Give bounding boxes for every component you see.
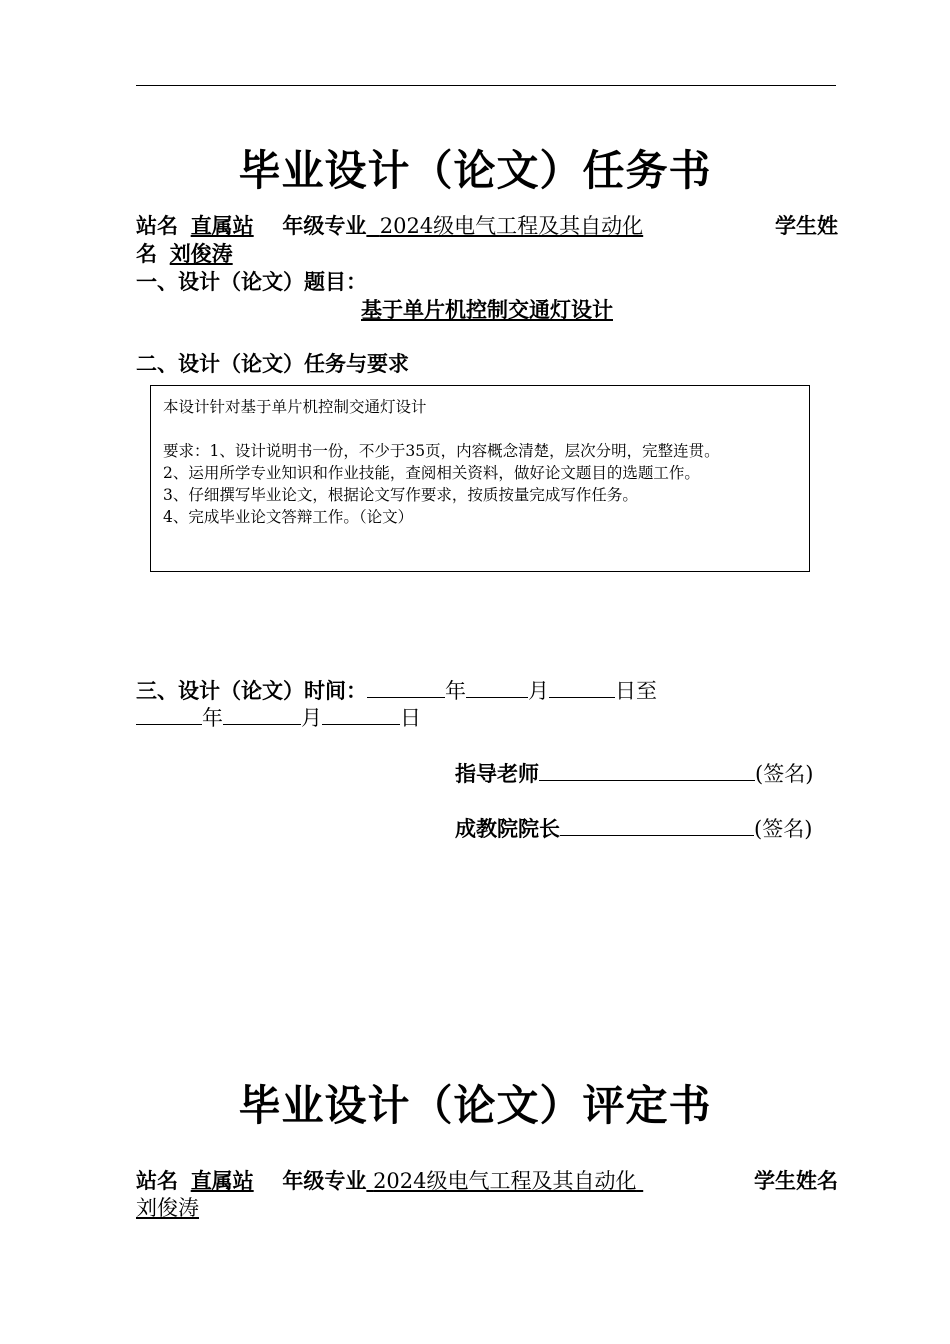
dean-signature-line — [455, 813, 812, 843]
eval-grade-label: 年级专业 — [282, 1168, 367, 1193]
task-book-title: 毕业设计（论文）任务书 — [238, 146, 712, 195]
requirement-line: 4、完成毕业论文答辩工作。（论文） — [163, 508, 414, 526]
dean-label: 成教院院长 — [455, 816, 560, 841]
eval-info-line-2 — [136, 1195, 838, 1222]
requirement-line: 2、运用所学专业知识和作业技能，查阅相关资料，做好论文题目的选题工作。 — [163, 464, 700, 482]
eval-station-value: 直属站 — [190, 1168, 254, 1193]
advisor-label: 指导老师 — [455, 761, 539, 786]
grade-label: 年级专业 — [282, 213, 367, 238]
requirement-gap — [163, 418, 797, 440]
student-value: 刘俊涛 — [169, 241, 233, 266]
time-line-1 — [136, 677, 838, 705]
section1-heading: 一、设计（论文）题目： — [136, 269, 367, 294]
student-label-2: 名 — [136, 241, 157, 266]
topic-title: 基于单片机控制交通灯设计 — [361, 297, 613, 322]
advisor-sign-label: (签名) — [755, 762, 814, 786]
month-blank — [223, 704, 301, 725]
month-label: 月 — [301, 706, 322, 730]
station-label: 站名 — [136, 213, 178, 238]
year-label: 年 — [445, 679, 466, 703]
advisor-signature-line — [455, 758, 813, 788]
task-info-line-2 — [136, 240, 838, 268]
eval-student-label: 学生姓名 — [754, 1168, 838, 1193]
month-label: 月 — [528, 679, 549, 703]
day-label: 日 — [400, 706, 421, 730]
day-to-label: 日至 — [615, 679, 657, 703]
dean-sign-label: (签名) — [754, 817, 813, 841]
day-blank — [549, 677, 615, 698]
year-label: 年 — [202, 706, 223, 730]
section2-heading: 二、设计（论文）任务与要求 — [136, 351, 409, 376]
requirement-line: 要求：1、设计说明书一份，不少于35页，内容概念清楚，层次分明，完整连贯。 — [163, 442, 720, 460]
grade-value: 2024级电气工程及其自动化 — [379, 214, 644, 238]
eval-grade-value: 2024级电气工程及其自动化 — [373, 1169, 637, 1193]
task-info-line-1 — [136, 212, 838, 240]
section3-heading: 三、设计（论文）时间： — [136, 678, 367, 703]
header-rule — [136, 85, 836, 86]
year-blank — [136, 704, 202, 725]
requirement-line: 本设计针对基于单片机控制交通灯设计 — [163, 398, 427, 416]
student-label-1: 学生姓 — [775, 213, 838, 238]
year-blank — [367, 677, 445, 698]
station-value: 直属站 — [190, 213, 254, 238]
dean-signature-blank — [560, 815, 754, 836]
evaluation-book-title: 毕业设计（论文）评定书 — [238, 1081, 712, 1130]
eval-info-line-1 — [136, 1167, 838, 1195]
requirement-line: 3、仔细撰写毕业论文，根据论文写作要求，按质按量完成写作任务。 — [163, 486, 638, 504]
day-blank — [322, 704, 400, 725]
eval-station-label: 站名 — [136, 1168, 178, 1193]
eval-student-value: 刘俊涛 — [136, 1196, 199, 1220]
month-blank — [466, 677, 528, 698]
advisor-signature-blank — [539, 760, 755, 781]
requirements-box — [150, 385, 810, 572]
time-line-2 — [136, 704, 838, 732]
